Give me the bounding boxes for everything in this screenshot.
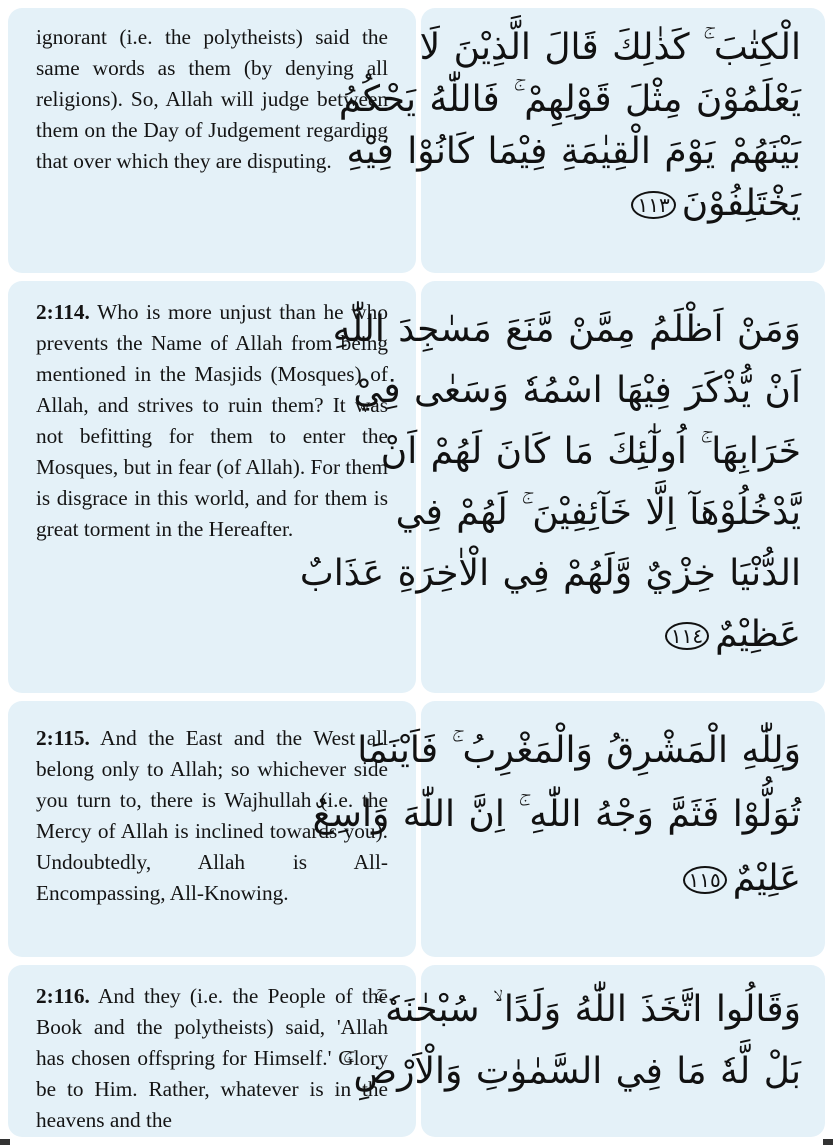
arabic-line: تُوَلُّوْا فَثَمَّ وَجْهُ اللّٰهِ ۚ اِنَّ اللّٰهَ وَاسِعٌ (312, 794, 801, 835)
arabic-line: وَمَنْ اَظْلَمُ مِمَّنْ مَّنَعَ مَسٰجِدَ اللّٰهِ (332, 309, 801, 350)
ayah-end-marker: ١١٤ (665, 622, 709, 650)
arabic-card (299, 281, 825, 693)
verse-number: 2:116. (36, 984, 90, 1008)
verse-number: 2:114. (36, 300, 90, 324)
arabic-text: عَلِيْمٌ (732, 858, 801, 899)
arabic-line-last (445, 178, 801, 230)
arabic-line-last (445, 604, 801, 665)
ayah-end-marker: ١١٥ (683, 866, 727, 894)
page-edge-mark (823, 1139, 833, 1145)
page-edge-mark (0, 1139, 10, 1145)
ayah-end-marker: ١١٣ (631, 191, 675, 219)
arabic-line: اَنْ يُّذْكَرَ فِيْهَا اسْمُهٗ وَسَعٰى فِيْ (353, 370, 801, 411)
arabic-line: بَيْنَهُمْ يَوْمَ الْقِيٰمَةِ فِيْمَا كَانُوْا فِيْهِ (346, 131, 801, 172)
arabic-card (338, 8, 825, 273)
arabic-card (312, 701, 825, 957)
arabic-line-last (445, 847, 801, 911)
arabic-line: بَلْ لَّهٗ مَا فِي السَّمٰوٰتِ وَالْاَرْضِ ۚ (342, 1051, 801, 1092)
arabic-text: عَظِيْمٌ (715, 614, 801, 655)
arabic-line: الدُّنْيَا خِزْيٌ وَّلَهُمْ فِي الْاٰخِرَةِ عَذَابٌ (299, 553, 801, 594)
arabic-line: يَعْلَمُوْنَ مِثْلَ قَوْلِهِمْ ۚ فَاللّٰهُ يَحْكُمُ (338, 79, 801, 120)
arabic-line: الْكِتٰبَ ۚ كَذٰلِكَ قَالَ الَّذِيْنَ لَا (419, 27, 801, 68)
arabic-line: يَّدْخُلُوْهَآ اِلَّا خَآئِفِيْنَ ۚ لَهُمْ فِي (395, 492, 801, 533)
translation-text: And the East and the West all belong only to Allah; so whichever side you turn to, there is Wajhullah (i.e. the Mercy of Allah is inclined towards you). Undoubtedly, Allah is All-Encompassing, All-Knowing. (36, 726, 388, 905)
translation-text: And they (i.e. the People of the Book and the polytheists) said, 'Allah has chosen offspring for Himself.' Glory be to Him. Rather, whatever is in the heavens and the (36, 984, 389, 1132)
translation-text: ignorant (i.e. the polytheists) said the same words as them (by denying all religions). So, Allah will judge between them on the Day of Judgement regarding that over which they are disputing. (36, 25, 388, 173)
arabic-line: وَلِلّٰهِ الْمَشْرِقُ وَالْمَغْرِبُ ۚ فَاَيْنَمَا (357, 730, 801, 771)
arabic-line: خَرَابِهَا ۚ اُولٰٓئِكَ مَا كَانَ لَهُمْ اَنْ (380, 431, 801, 472)
arabic-line: وَقَالُوا اتَّخَذَ اللّٰهُ وَلَدًا ۙ سُبْحٰنَهٗ ۚ (374, 989, 801, 1030)
translation-text: Who is more unjust than he who prevents the Name of Allah from being mentioned in the Masjids (Mosques) of Allah, and strives to ruin them? It was not befitting for them to enter the Mosques, but in fear (of Allah). For them is disgrace in this world, and for them is great torment in the Hereafter. (36, 300, 388, 541)
arabic-text: يَخْتَلِفُوْنَ (681, 183, 801, 224)
arabic-card (342, 965, 825, 1137)
verse-number: 2:115. (36, 726, 90, 750)
